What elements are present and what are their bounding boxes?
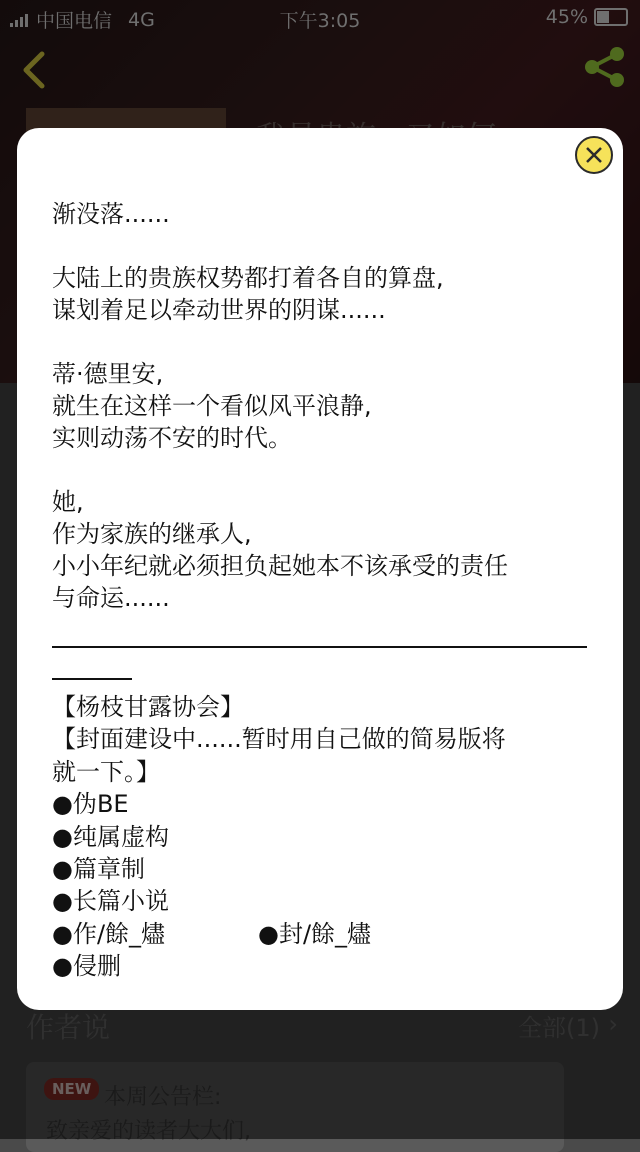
synopsis-line: 小小年纪就必须担负起她本不该承受的责任 [52,552,508,580]
synopsis-line: 她, [52,488,84,516]
synopsis-line: 渐没落...... [52,200,170,228]
synopsis-line: 实则动荡不安的时代。 [52,424,292,452]
chevron-left-icon [18,48,58,92]
credits-row [52,918,592,950]
tag-line: ●长篇小说 [52,887,169,916]
tag-line: ●侵删 [52,952,121,981]
divider-line [52,678,132,680]
divider-line [52,646,587,648]
synopsis-line: 作为家族的继承人, [52,520,252,548]
close-icon [584,145,604,165]
cover-credit: ●封/餘_燼 [258,919,372,948]
back-button[interactable] [18,48,58,92]
tag-line: ●伪BE [52,790,129,819]
tag-line: ●篇章制 [52,855,145,884]
synopsis-line: 就生在这样一个看似风平浪静, [52,392,372,420]
tag-line: 就一下。】 [52,757,160,786]
battery-percent: 45% [545,6,588,28]
synopsis-text [52,198,592,614]
share-button[interactable] [582,44,628,90]
synopsis-line: 与命运...... [52,584,170,612]
share-icon [582,44,628,90]
carrier-name: 中国电信 [36,10,113,32]
close-button[interactable] [575,136,613,174]
synopsis-modal [17,128,623,1010]
synopsis-line: 大陆上的贵族权势都打着各自的算盘, [52,264,444,292]
tag-list [52,691,592,983]
tag-line: ●纯属虚构 [52,822,169,851]
tag-line: 【杨枝甘露协会】 [52,693,244,721]
author-credit: ●作/餘_燼 [52,919,166,948]
battery-icon [594,8,628,26]
tag-line: 【封面建设中......暂时用自己做的简易版将 [52,725,506,754]
status-bar [0,0,640,36]
status-time: 下午3:05 [279,10,361,32]
synopsis-line: 蒂·德里安, [52,360,164,388]
synopsis-line: 谋划着足以牵动世界的阴谋...... [52,296,386,324]
network-type: 4G [128,8,155,31]
